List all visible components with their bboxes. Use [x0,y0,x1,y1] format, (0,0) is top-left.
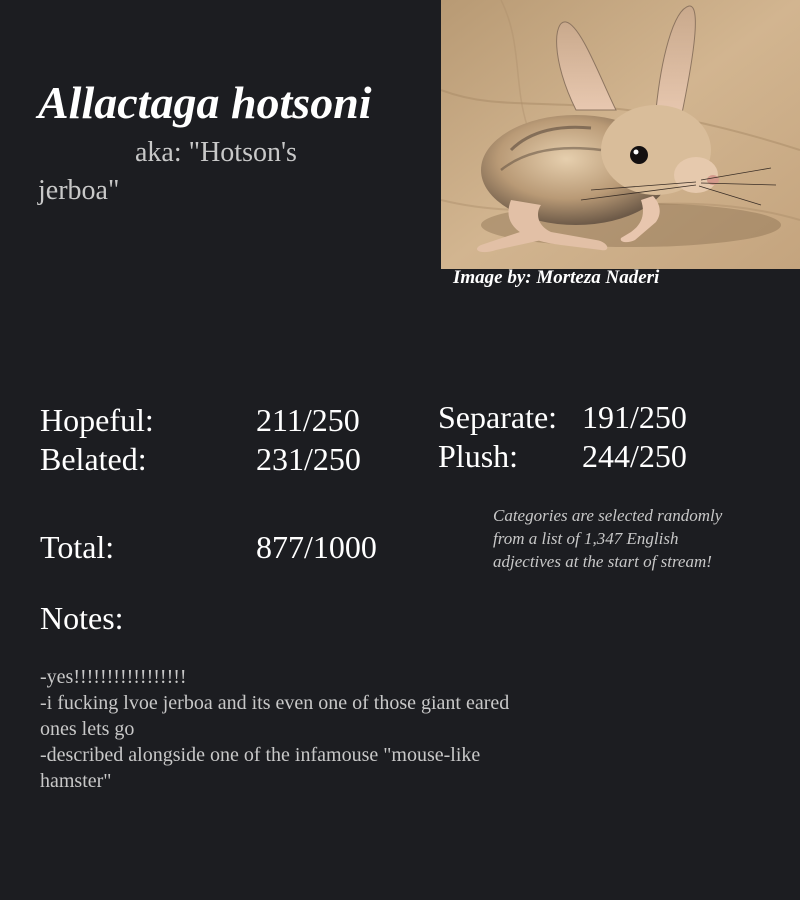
score-value-belated: 231/250 [256,441,361,477]
note-line: -yes!!!!!!!!!!!!!!!!! [40,666,187,688]
category-note: Categories are selected randomly from a list of 1,347 English adjectives at the start of stream! [493,506,723,571]
notes-heading: Notes: [40,600,124,636]
image-credit: Image by: Morteza Naderi [453,267,660,288]
note-line: -described alongside one of the infamouse "mouse-like hamster" [40,744,481,792]
score-value-hopeful: 211/250 [256,402,360,438]
notes-body [40,664,520,794]
score-value-plush: 244/250 [582,438,687,474]
score-value-separate: 191/250 [582,399,687,435]
score-label-separate: Separate: [438,399,558,435]
score-label-plush: Plush: [438,438,519,474]
total-value: 877/1000 [256,529,377,565]
species-title: Allactaga hotsoni [38,77,372,128]
common-name: aka: "Hotson's jerboa" [38,137,297,206]
note-line: -i fucking lvoe jerboa and its even one of those giant eared ones lets go [40,692,510,740]
jerboa-photo [441,0,800,269]
score-label-belated: Belated: [40,441,147,477]
score-label-hopeful: Hopeful: [40,402,154,438]
total-label: Total: [40,529,115,565]
